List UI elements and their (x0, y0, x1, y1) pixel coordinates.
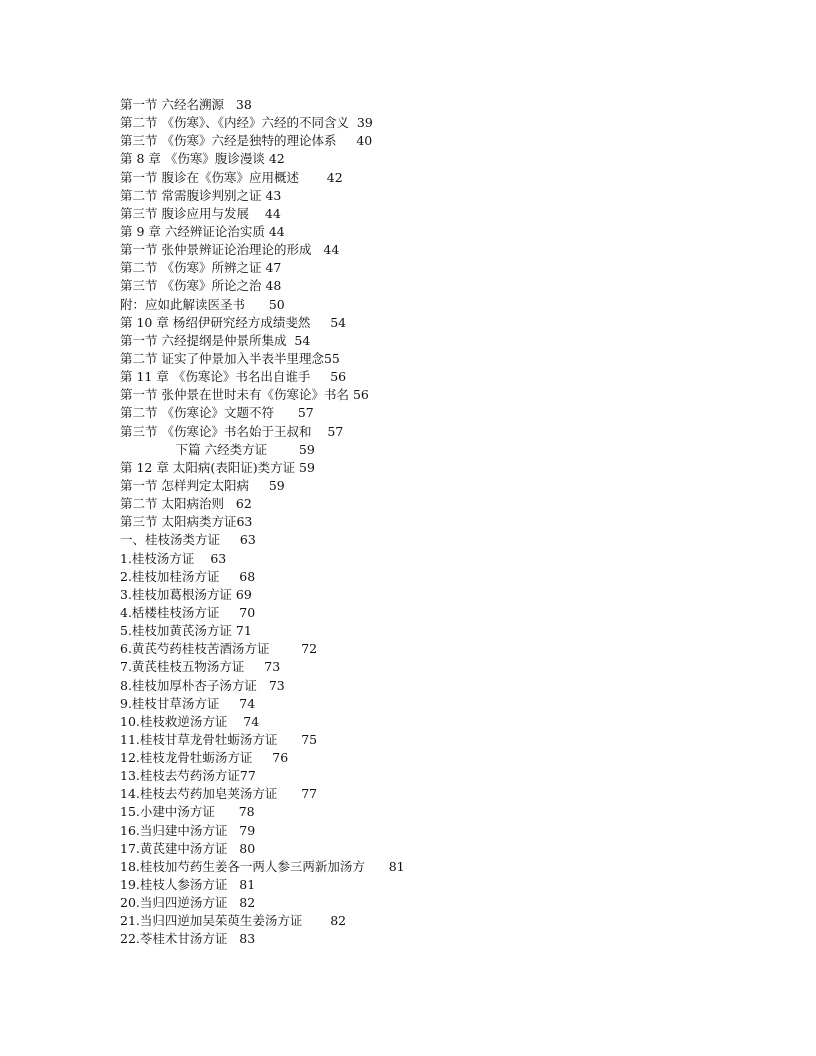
toc-entry: 第三节 《伤寒论》书名始于王叔和 57 (120, 423, 344, 439)
toc-entry: 第一节 怎样判定太阳病 59 (120, 477, 285, 493)
toc-entry: 第一节 腹诊在《伤寒》应用概述 42 (120, 169, 343, 185)
toc-entry: 17.黄芪建中汤方证 80 (120, 840, 256, 856)
toc-entry: 2.桂枝加桂汤方证 68 (120, 568, 256, 584)
toc-entry: 16.当归建中汤方证 79 (120, 822, 256, 838)
toc-entry: 一、桂枝汤类方证 63 (120, 532, 256, 548)
toc-entry: 第二节 《伤寒论》文题不符 57 (120, 405, 314, 421)
table-of-contents (120, 96, 780, 949)
toc-entry: 13.桂枝去芍药汤方证77 (120, 768, 256, 784)
toc-entry: 第三节 太阳病类方证63 (120, 514, 253, 530)
toc-entry: 第二节 《伤寒》所辨之证 47 (120, 260, 282, 276)
toc-entry: 第三节 《伤寒》六经是独特的理论体系 40 (120, 133, 373, 149)
toc-entry: 11.桂枝甘草龙骨牡蛎汤方证 75 (120, 731, 318, 747)
toc-entry: 12.桂枝龙骨牡蛎汤方证 76 (120, 750, 289, 766)
toc-entry: 1.桂枝汤方证 63 (120, 550, 227, 566)
toc-entry: 8.桂枝加厚朴杏子汤方证 73 (120, 677, 285, 693)
toc-entry: 第一节 六经名溯源 38 (120, 97, 252, 112)
toc-entry: 9.桂枝甘草汤方证 74 (120, 695, 256, 711)
toc-entry: 第一节 张仲景在世时未有《伤寒论》书名 56 (120, 387, 369, 403)
toc-entry: 21.当归四逆加吴茱萸生姜汤方证 82 (120, 913, 347, 929)
toc-entry: 第二节 常需腹诊判别之证 43 (120, 187, 282, 203)
toc-entry: 15.小建中汤方证 78 (120, 804, 255, 820)
toc-entry: 第二节 《伤寒》、《内经》六经的不同含义 39 (120, 115, 373, 131)
toc-entry: 第三节 《伤寒》所论之治 48 (120, 278, 282, 294)
toc-entry: 7.黄芪桂枝五物汤方证 73 (120, 659, 281, 675)
toc-entry: 4.栝楼桂枝汤方证 70 (120, 604, 256, 620)
toc-entry: 14.桂枝去芍药加皂荚汤方证 77 (120, 786, 318, 802)
toc-entry: 22.苓桂术甘汤方证 83 (120, 931, 256, 947)
toc-entry: 19.桂枝人参汤方证 81 (120, 877, 256, 893)
toc-chapter-heading: 第 9 章 六经辨证论治实质 44 (120, 223, 285, 239)
toc-entry: 18.桂枝加芍药生姜各一两人参三两新加汤方 81 (120, 858, 405, 874)
toc-entry: 第二节 证实了仲景加入半表半里理念55 (120, 350, 340, 366)
toc-entry: 第一节 张仲景辨证论治理论的形成 44 (120, 242, 340, 258)
toc-chapter-heading: 第 12 章 太阳病(表阳证)类方证 59 (120, 459, 315, 475)
toc-entry: 附：应如此解读医圣书 50 (120, 296, 285, 312)
toc-entry: 20.当归四逆汤方证 82 (120, 895, 256, 911)
toc-entry: 5.桂枝加黄芪汤方证 71 (120, 623, 252, 639)
toc-entry: 6.黄芪芍药桂枝苦酒汤方证 72 (120, 641, 318, 657)
toc-part-heading: 下篇 六经类方证 59 (120, 441, 315, 457)
toc-chapter-heading: 第 11 章 《伤寒论》书名出自谁手 56 (120, 369, 347, 385)
toc-entry: 10.桂枝救逆汤方证 74 (120, 713, 260, 729)
toc-entry: 3.桂枝加葛根汤方证 69 (120, 586, 252, 602)
toc-entry: 第二节 太阳病治则 62 (120, 496, 252, 512)
toc-entry: 第一节 六经提纲是仲景所集成 54 (120, 332, 311, 348)
toc-chapter-heading: 第 10 章 杨绍伊研究经方成绩斐然 54 (120, 314, 347, 330)
toc-chapter-heading: 第 8 章 《伤寒》腹诊漫谈 42 (120, 151, 285, 167)
toc-entry: 第三节 腹诊应用与发展 44 (120, 205, 281, 221)
